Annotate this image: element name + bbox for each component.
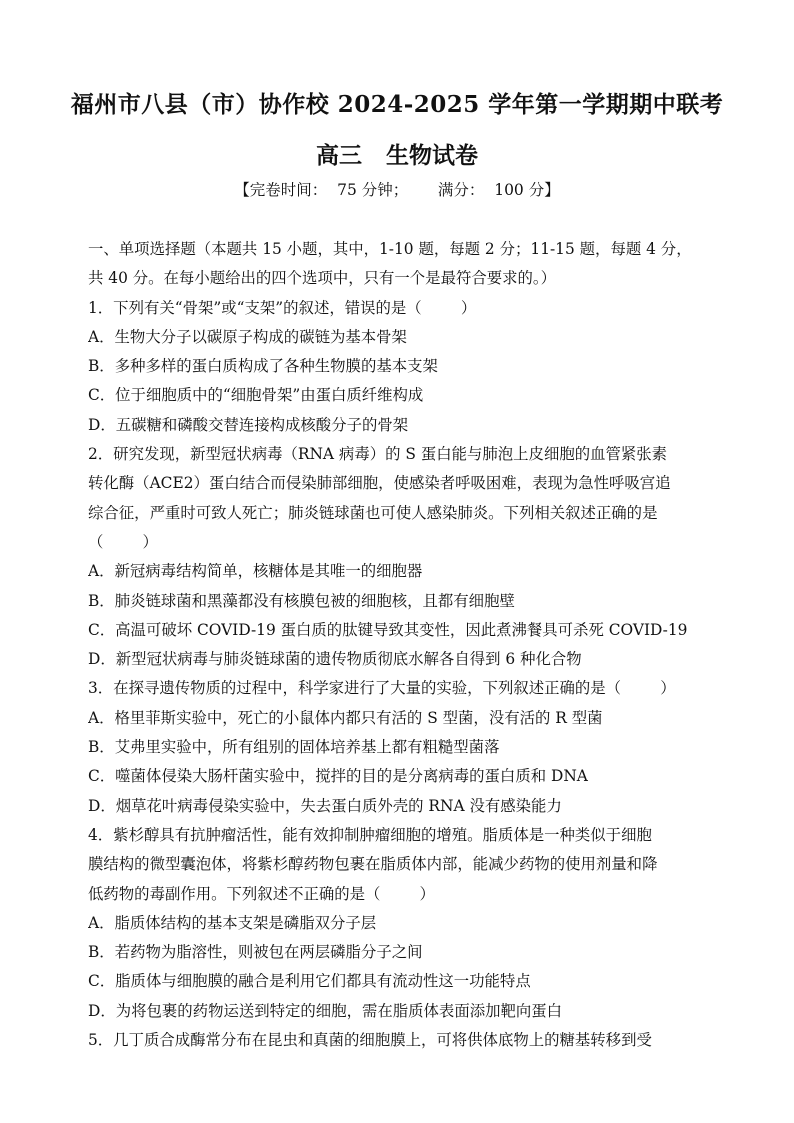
question-4-stem-line-1: 4．紫杉醇具有抗肿瘤活性，能有效抑制肿瘤细胞的增殖。脂质体是一种类似于细胞 [88, 825, 652, 844]
question-2-stem-line-4: （ ） [88, 532, 158, 551]
question-4-option-b: B．若药物为脂溶性，则被包在两层磷脂分子之间 [88, 943, 423, 962]
question-2-option-d: D．新型冠状病毒与肺炎链球菌的遗传物质彻底水解各自得到 6 种化合物 [88, 650, 582, 669]
question-4-option-c: C．脂质体与细胞膜的融合是利用它们都具有流动性这一功能特点 [88, 972, 531, 991]
question-1-option-a: A．生物大分子以碳原子构成的碳链为基本骨架 [88, 327, 407, 346]
question-2-stem-line-2: 转化酶（ACE2）蛋白结合而侵染肺部细胞，使感染者呼吸困难，表现为急性呼吸宫追 [88, 474, 671, 493]
exam-subtitle: 高三 生物试卷 [315, 142, 479, 169]
question-3-option-b: B．艾弗里实验中，所有组别的固体培养基上都有粗糙型菌落 [88, 738, 500, 757]
section-heading-line-1: 一、单项选择题（本题共 15 小题，其中，1-10 题，每题 2 分；11-15 题，每题 4 分， [88, 240, 692, 258]
question-2-option-c: C．高温可破坏 COVID-19 蛋白质的肽键导致其变性，因此煮沸餐具可杀死 COVID-19 [88, 620, 688, 639]
question-3-option-d: D．烟草花叶病毒侵染实验中，失去蛋白质外壳的 RNA 没有感染能力 [88, 796, 562, 815]
question-1-option-c: C．位于细胞质中的“细胞骨架”由蛋白质纤维构成 [88, 386, 424, 405]
question-2-stem-line-1: 2．研究发现，新型冠状病毒（RNA 病毒）的 S 蛋白能与肺泡上皮细胞的血管紧张素 [88, 445, 668, 464]
question-3-option-a: A．格里菲斯实验中，死亡的小鼠体内都只有活的 S 型菌，没有活的 R 型菌 [88, 708, 603, 727]
exam-time-and-score: 【完卷时间： 75 分钟； 满分： 100 分】 [234, 181, 560, 199]
section-heading-line-2: 共 40 分。在每小题给出的四个选项中，只有一个是最符合要求的。） [88, 269, 556, 288]
question-2-option-b: B．肺炎链球菌和黑藻都没有核膜包被的细胞核，且都有细胞壁 [88, 591, 515, 610]
question-5-stem-line-1: 5．几丁质合成酶常分布在昆虫和真菌的细胞膜上，可将供体底物上的糖基转移到受 [88, 1031, 652, 1050]
question-2-option-a: A．新冠病毒结构简单，核糖体是其唯一的细胞器 [88, 562, 423, 581]
exam-title: 福州市八县（市）协作校 2024-2025 学年第一学期期中联考 [70, 91, 724, 118]
question-body [88, 235, 712, 1055]
question-1-option-b: B．多种多样的蛋白质构成了各种生物膜的基本支架 [88, 357, 438, 376]
question-1-option-d: D．五碳糖和磷酸交替连接构成核酸分子的骨架 [88, 415, 409, 434]
question-3-stem: 3．在探寻遗传物质的过程中，科学家进行了大量的实验，下列叙述正确的是（ ） [88, 679, 676, 698]
question-4-stem-line-3: 低药物的毒副作用。下列叙述不正确的是（ ） [88, 884, 435, 903]
question-2-stem-line-3: 综合征，严重时可致人死亡；肺炎链球菌也可使人感染肺炎。下列相关叙述正确的是 [88, 503, 658, 522]
question-1-stem: 1．下列有关“骨架”或“支架”的叙述，错误的是（ ） [88, 298, 477, 317]
question-4-stem-line-2: 膜结构的微型囊泡体，将紫杉醇药物包裹在脂质体内部，能减少药物的使用剂量和降 [88, 855, 658, 874]
question-3-option-c: C．噬菌体侵染大肠杆菌实验中，搅拌的目的是分离病毒的蛋白质和 DNA [88, 767, 588, 786]
question-4-option-d: D．为将包裹的药物运送到特定的细胞，需在脂质体表面添加靶向蛋白 [88, 1001, 563, 1020]
question-4-option-a: A．脂质体结构的基本支架是磷脂双分子层 [88, 913, 377, 932]
